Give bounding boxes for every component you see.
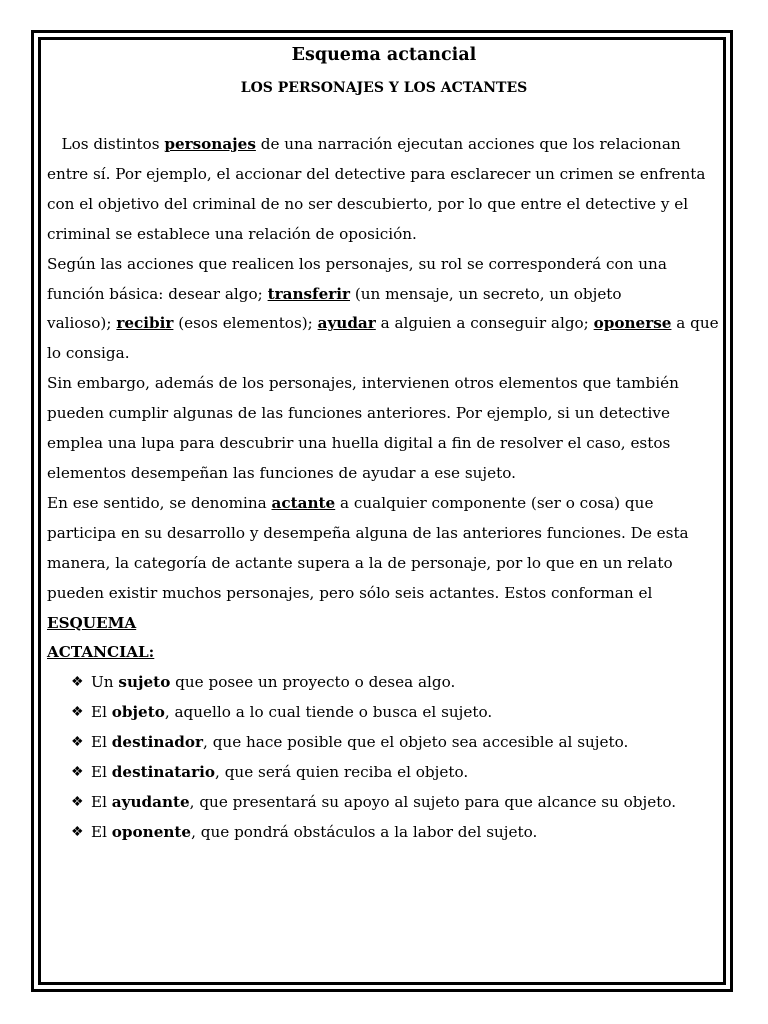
text-span: El	[91, 763, 112, 782]
text-span: Un	[91, 673, 119, 692]
text-span: , que presentará su apoyo al sujeto para que alcance su objeto.	[189, 792, 677, 811]
keyword-destinador: destinador	[111, 733, 204, 752]
paragraph-funciones	[47, 250, 725, 370]
list-item	[47, 728, 725, 758]
paragraph-personajes	[47, 130, 725, 250]
list-item	[47, 668, 725, 698]
document-subtitle: LOS PERSONAJES Y LOS ACTANTES	[240, 80, 528, 96]
text-span: Los distintos	[61, 135, 165, 153]
keyword-destinatario: destinatario	[111, 763, 216, 782]
text-span: El	[91, 703, 112, 722]
keyword-oponerse: oponerse	[593, 314, 672, 333]
text-span: El	[91, 792, 112, 811]
diamond-bullet-icon: ❖	[71, 793, 84, 810]
keyword-sujeto: sujeto	[118, 673, 171, 692]
document-body	[47, 130, 725, 848]
diamond-bullet-icon: ❖	[71, 704, 84, 721]
diamond-bullet-icon: ❖	[71, 674, 84, 691]
list-item	[47, 698, 725, 728]
text-span: El	[91, 822, 112, 841]
paragraph-otros-elementos: Sin embargo, además de los personajes, intervienen otros elementos que también pueden cumplir algunas de las funciones anteriores. Por ejemplo, si un detective emplea una lupa para descubrir una huella digital a fin de resolver el caso, estos elementos desempeñan las funciones de ayudar a ese sujeto.	[47, 374, 679, 482]
keyword-oponente: oponente	[111, 822, 192, 841]
list-item	[47, 818, 725, 848]
text-span: , que pondrá obstáculos a la labor del sujeto.	[191, 822, 538, 841]
text-span: , que hace posible que el objeto sea accesible al sujeto.	[203, 733, 629, 752]
text-span: de una narración ejecutan acciones que los relacionan entre sí. Por ejemplo, el accionar del detective para esclarecer un crimen se enfrenta con el objetivo del criminal de no ser descubierto, por lo que entre el detective y el criminal se establece una relación de oposición.	[47, 135, 706, 243]
paragraph-actante	[47, 489, 725, 668]
text-span: a que lo consiga.	[47, 314, 719, 363]
keyword-personajes: personajes	[164, 135, 256, 153]
keyword-transferir: transferir	[267, 284, 351, 303]
text-span: valioso);	[47, 314, 117, 333]
keyword-actante: actante	[271, 493, 336, 512]
text-span: El	[91, 733, 112, 752]
document-title: Esquema actancial	[291, 45, 477, 65]
keyword-ayudante: ayudante	[111, 792, 190, 811]
text-span: que posee un proyecto o desea algo.	[170, 673, 456, 692]
list-item	[47, 788, 725, 818]
keyword-actancial: ACTANCIAL:	[47, 643, 155, 662]
keyword-ayudar: ayudar	[317, 314, 376, 333]
text-span: Según las acciones que realicen los personajes, su rol se corresponderá con una función básica: desear algo;	[47, 254, 667, 303]
text-span: (un mensaje, un secreto, un objeto	[350, 284, 622, 303]
list-item	[47, 758, 725, 788]
text-span: En ese sentido, se denomina	[47, 493, 272, 512]
text-span: (esos elementos);	[173, 314, 318, 333]
text-span: a cualquier componente (ser o cosa) que participa en su desarrollo y desempeña alguna de las anteriores funciones. De esta manera, la categoría de actante supera a la de personaje, por lo que en un relato pueden existir muchos personajes, pero sólo seis actantes. Estos conforman el	[47, 493, 689, 602]
actantes-list	[47, 668, 725, 847]
keyword-objeto: objeto	[111, 703, 165, 722]
diamond-bullet-icon: ❖	[71, 823, 84, 840]
text-span: , aquello a lo cual tiende o busca el sujeto.	[164, 703, 493, 722]
text-span: a alguien a conseguir algo;	[375, 314, 594, 333]
keyword-esquema: ESQUEMA	[47, 613, 137, 632]
diamond-bullet-icon: ❖	[71, 734, 84, 751]
diamond-bullet-icon: ❖	[71, 764, 84, 781]
keyword-recibir: recibir	[116, 314, 174, 333]
text-span: , que será quien reciba el objeto.	[215, 763, 469, 782]
